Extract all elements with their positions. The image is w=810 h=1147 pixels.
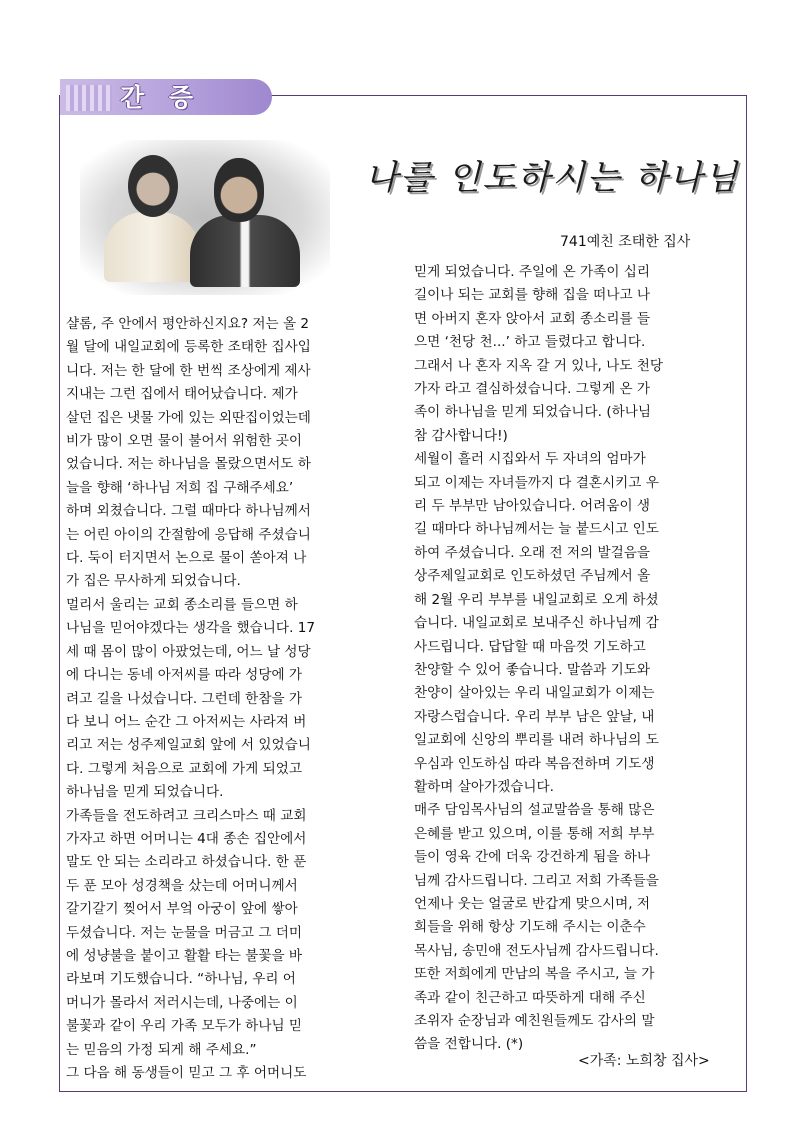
text-line: 에 다니는 동네 아저씨를 따라 성당에 가 bbox=[66, 667, 303, 684]
text-line: 목사님, 송민애 전도사님께 감사드립니다. bbox=[414, 942, 659, 959]
text-line: 는 어린 아이의 간절함에 응답해 주셨습니 bbox=[66, 526, 311, 543]
text-line: 들이 영육 간에 더욱 강건하게 됨을 하나 bbox=[414, 849, 651, 866]
text-line: 언제나 웃는 얼굴로 반갑게 맞으시며, 저 bbox=[414, 895, 651, 912]
family-credit: <가족: 노희창 집사> bbox=[578, 1053, 710, 1069]
text-line: 족과 같이 친근하고 따뜻하게 대해 주신 bbox=[414, 989, 646, 1006]
text-line: 하여 주셨습니다. 오래 전 저의 발걸음을 bbox=[414, 544, 651, 561]
text-line: 매주 담임목사님의 설교말씀을 통해 많은 bbox=[414, 802, 655, 819]
article-headline: 나를 인도하시는 하나님 bbox=[365, 158, 740, 198]
text-line: 일교회에 신앙의 뿌리를 내려 하나님의 도 bbox=[414, 732, 659, 749]
text-line: 해 2월 우리 부부를 내일교회로 오게 하셨 bbox=[414, 591, 659, 608]
text-line: 다. 그렇게 처음으로 교회에 가게 되었고 bbox=[66, 760, 303, 777]
text-line: 그 다음 해 동생들이 믿고 그 후 어머니도 bbox=[66, 1065, 307, 1081]
text-line: 가족들을 전도하려고 크리스마스 때 교회 bbox=[66, 807, 307, 824]
text-line: 라보며 기도했습니다. “하나님, 우리 어 bbox=[66, 971, 296, 988]
text-line: 믿게 되었습니다. 주일에 온 가족이 십리 bbox=[414, 264, 651, 280]
text-line: 리고 저는 성주제일교회 앞에 서 있었습니 bbox=[66, 737, 311, 754]
text-line: 다. 둑이 터지면서 논으로 물이 쏟아져 나 bbox=[66, 550, 307, 567]
text-line: 가자 라고 결심하셨습니다. 그렇게 온 가 bbox=[414, 381, 651, 398]
text-line: 습니다. 내일교회로 보내주신 하나님께 감 bbox=[414, 615, 659, 632]
text-line: 찬양이 살아있는 우리 내일교회가 이제는 bbox=[414, 685, 655, 702]
text-line: 월 달에 내일교회에 등록한 조태한 집사입 bbox=[66, 339, 311, 356]
text-line: 는 믿음의 가정 되게 해 주세요.” bbox=[66, 1041, 257, 1058]
text-line: 우심과 인도하심 따라 복음전하며 기도생 bbox=[414, 755, 655, 772]
text-line: 면 아버지 혼자 앉아서 교회 종소리를 들 bbox=[414, 310, 651, 327]
text-line: 살던 집은 냇물 가에 있는 외딴집이었는데 bbox=[66, 409, 311, 426]
text-line: 세 때 몸이 많이 아팠었는데, 어느 날 성당 bbox=[66, 643, 311, 660]
text-line: 머니가 몰라서 저러시는데, 나중에는 이 bbox=[66, 994, 298, 1011]
text-line: 멀리서 울리는 교회 종소리를 들으면 하 bbox=[66, 596, 298, 613]
text-line: 었습니다. 저는 하나님을 몰랐으면서도 하 bbox=[66, 456, 311, 473]
left-column bbox=[66, 313, 404, 1085]
text-line: 희들을 위해 항상 기도해 주시는 이춘수 bbox=[414, 919, 646, 936]
right-column bbox=[414, 261, 738, 1057]
text-line: 말도 안 되는 소리라고 하셨습니다. 한 푼 bbox=[66, 854, 307, 871]
text-line: 지내는 그런 집에서 태어났습니다. 제가 bbox=[66, 386, 298, 403]
text-line: 니다. 저는 한 달에 한 번씩 조상에게 제사 bbox=[66, 362, 311, 379]
text-line: 려고 길을 나섰습니다. 그런데 한참을 가 bbox=[66, 690, 303, 707]
text-line: 가 집은 무사하게 되었습니다. bbox=[66, 573, 241, 590]
text-line: 불꽃과 같이 우리 가족 모두가 하나님 믿 bbox=[66, 1018, 303, 1035]
text-line: 족이 하나님을 믿게 되었습니다. (하나님 bbox=[414, 404, 652, 421]
text-line: 가자고 하면 어머니는 4대 종손 집안에서 bbox=[66, 830, 307, 847]
text-line: 조위자 순장님과 예친원들께도 감사의 말 bbox=[414, 1013, 655, 1029]
wife-figure bbox=[104, 212, 200, 282]
text-line: 리 두 부부만 남아있습니다. 어려움이 생 bbox=[414, 498, 651, 515]
text-line: 길이나 되는 교회를 향해 집을 떠나고 나 bbox=[414, 287, 651, 304]
text-line: 참 감사합니다!) bbox=[414, 427, 508, 444]
text-line: 나님을 믿어야겠다는 생각을 했습니다. 17 bbox=[66, 620, 316, 637]
text-line: 그래서 나 혼자 지옥 갈 거 있나, 나도 천당 bbox=[414, 357, 663, 374]
text-line: 은혜를 받고 있으며, 이를 통해 저희 부부 bbox=[414, 825, 655, 842]
text-line: 샬롬, 주 안에서 평안하신지요? 저는 올 2 bbox=[66, 316, 310, 332]
text-line: 찬양할 수 있어 좋습니다. 말씀과 기도와 bbox=[414, 661, 651, 678]
text-line: 두 푼 모아 성경책을 샀는데 어머니께서 bbox=[66, 877, 298, 894]
husband-head bbox=[214, 158, 264, 222]
text-line: 씀을 전합니다. (*) bbox=[414, 1036, 524, 1053]
text-line: 활하며 살아가겠습니다. bbox=[414, 778, 554, 795]
author-byline: 741예친 조태한 집사 bbox=[560, 234, 691, 250]
section-title: 간 증 bbox=[120, 83, 202, 112]
wife-head bbox=[128, 155, 178, 217]
text-line: 하며 외쳤습니다. 그럴 때마다 하나님께서 bbox=[66, 503, 311, 520]
text-line: 에 성냥불을 붙이고 활활 타는 불꽃을 바 bbox=[66, 947, 303, 964]
text-line: 으면 ‘천당 천...’ 하고 들렸다고 합니다. bbox=[414, 334, 646, 351]
text-line: 두셨습니다. 저는 눈물을 머금고 그 더미 bbox=[66, 924, 303, 941]
text-line: 비가 많이 오면 물이 불어서 위험한 곳이 bbox=[66, 433, 303, 450]
text-line: 또한 저희에게 만남의 복을 주시고, 늘 가 bbox=[414, 966, 655, 983]
text-line: 갈기갈기 찢어서 부엌 아궁이 앞에 쌓아 bbox=[66, 901, 298, 918]
text-line: 늘을 향해 ‘하나님 저희 집 구해주세요’ bbox=[66, 479, 294, 496]
text-line: 하나님을 믿게 되었습니다. bbox=[66, 784, 224, 801]
text-line: 세월이 흘러 시집와서 두 자녀의 엄마가 bbox=[414, 451, 646, 468]
husband-figure bbox=[190, 215, 300, 287]
text-line: 상주제일교회로 인도하셨던 주님께서 올 bbox=[414, 568, 651, 585]
tab-decoration bbox=[66, 85, 112, 111]
text-line: 님께 감사드립니다. 그리고 저희 가족들을 bbox=[414, 872, 659, 889]
text-line: 자랑스럽습니다. 우리 부부 남은 앞날, 내 bbox=[414, 708, 655, 725]
text-line: 길 때마다 하나님께서는 늘 붙드시고 인도 bbox=[414, 521, 659, 538]
text-line: 되고 이제는 자녀들까지 다 결혼시키고 우 bbox=[414, 474, 659, 491]
text-line: 사드립니다. 답답할 때 마음껏 기도하고 bbox=[414, 638, 646, 655]
text-line: 다 보니 어느 순간 그 아저씨는 사라져 버 bbox=[66, 713, 307, 730]
